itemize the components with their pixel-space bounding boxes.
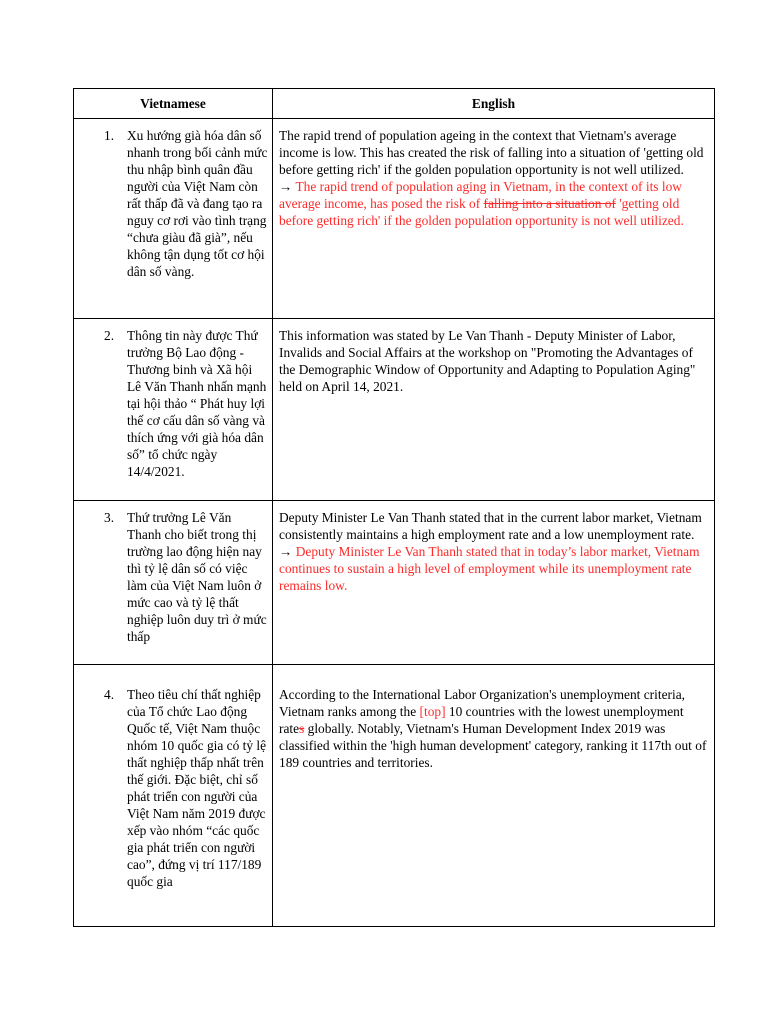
english-text-part: globally. Notably, Vietnam's Human Development Index 2019 was classified within the 'high human development' category, ranking it 117th out of 189 countries and territories.	[279, 721, 707, 770]
table-row	[74, 319, 715, 501]
row-number: 4.	[104, 687, 115, 702]
header-english: English	[273, 89, 715, 119]
vietnamese-cell	[74, 319, 273, 501]
english-text: Deputy Minister Le Van Thanh stated that in the current labor market, Vietnam consistently maintains a high employment rate and a low unemployment rate.	[279, 510, 702, 542]
revised-translation	[279, 543, 708, 594]
vietnamese-cell	[74, 665, 273, 927]
vietnamese-text: Thứ trưởng Lê Văn Thanh cho biết trong thị trường lao động hiện nay thì tỷ lệ dân số có việc làm của Việt Nam luôn ở mức cao và tỷ lệ thất nghiệp luôn duy trì ở mức thấp	[127, 510, 267, 644]
table-header-row	[74, 89, 715, 119]
revision-text: Deputy Minister Le Van Thanh stated that in today’s labor market, Vietnam continues to sustain a high level of employment while its unemployment rate remains low.	[279, 544, 700, 593]
vietnamese-cell	[74, 119, 273, 319]
arrow-icon: →	[279, 179, 293, 194]
english-text: This information was stated by Le Van Thanh - Deputy Minister of Labor, Invalids and Social Affairs at the workshop on "Promoting the Advantages of the Demographic Window of Opportunity and Adapting to Population Aging" held on April 14, 2021.	[279, 328, 696, 394]
table-row	[74, 665, 715, 927]
english-cell	[273, 119, 715, 319]
table-row	[74, 501, 715, 665]
english-text: The rapid trend of population ageing in the context that Vietnam's average income is low. This has created the risk of falling into a situation of 'getting old before getting rich' if the golden population opportunity is not well utilized.	[279, 128, 704, 177]
english-text	[279, 686, 708, 771]
struck-text: falling into a situation of	[483, 196, 616, 211]
row-number: 3.	[104, 510, 115, 525]
revised-translation	[279, 178, 708, 229]
row-number: 2.	[104, 328, 115, 343]
row-number: 1.	[104, 128, 115, 143]
struck-text: s	[299, 721, 305, 736]
english-text-part: 10 countries with the lowest unemployment rate	[279, 704, 684, 736]
inserted-text: [top]	[419, 704, 446, 719]
header-vietnamese: Vietnamese	[74, 89, 273, 119]
english-cell	[273, 319, 715, 501]
vietnamese-text: Xu hướng già hóa dân số nhanh trong bối cảnh mức thu nhập bình quân đầu người của Việt Nam còn rất thấp đã và đang tạo ra nguy cơ rơi vào tình trạng “chưa giàu đã già”, nếu không tận dụng tốt cơ hội dân số vàng.	[127, 128, 268, 279]
revision-text: The rapid trend of population aging in Vietnam, in the context of its low average income, has posed the risk of	[279, 179, 682, 211]
arrow-icon: →	[279, 544, 293, 559]
vietnamese-cell	[74, 501, 273, 665]
english-cell	[273, 501, 715, 665]
revision-text: 'getting old before getting rich' if the golden population opportunity is not well utilized.	[279, 196, 684, 228]
table-row	[74, 119, 715, 319]
english-text-part: According to the International Labor Organization's unemployment criteria, Vietnam ranks among the	[279, 687, 685, 719]
translation-table	[73, 88, 715, 927]
english-cell	[273, 665, 715, 927]
vietnamese-text: Theo tiêu chí thất nghiệp của Tổ chức Lao động Quốc tế, Việt Nam thuộc nhóm 10 quốc gia có tỷ lệ thất nghiệp thấp nhất trên thế giới. Đặc biệt, chỉ số phát triển con người của Việt Nam năm 2019 được xếp vào nhóm “các quốc gia phát triển con người cao”, đứng vị trí 117/189 quốc gia	[127, 687, 267, 889]
vietnamese-text: Thông tin này được Thứ trưởng Bộ Lao động - Thương binh và Xã hội Lê Văn Thanh nhấn mạnh tại hội thảo “ Phát huy lợi thế cơ cấu dân số vàng và thích ứng với già hóa dân số” tổ chức ngày 14/4/2021.	[127, 328, 267, 479]
